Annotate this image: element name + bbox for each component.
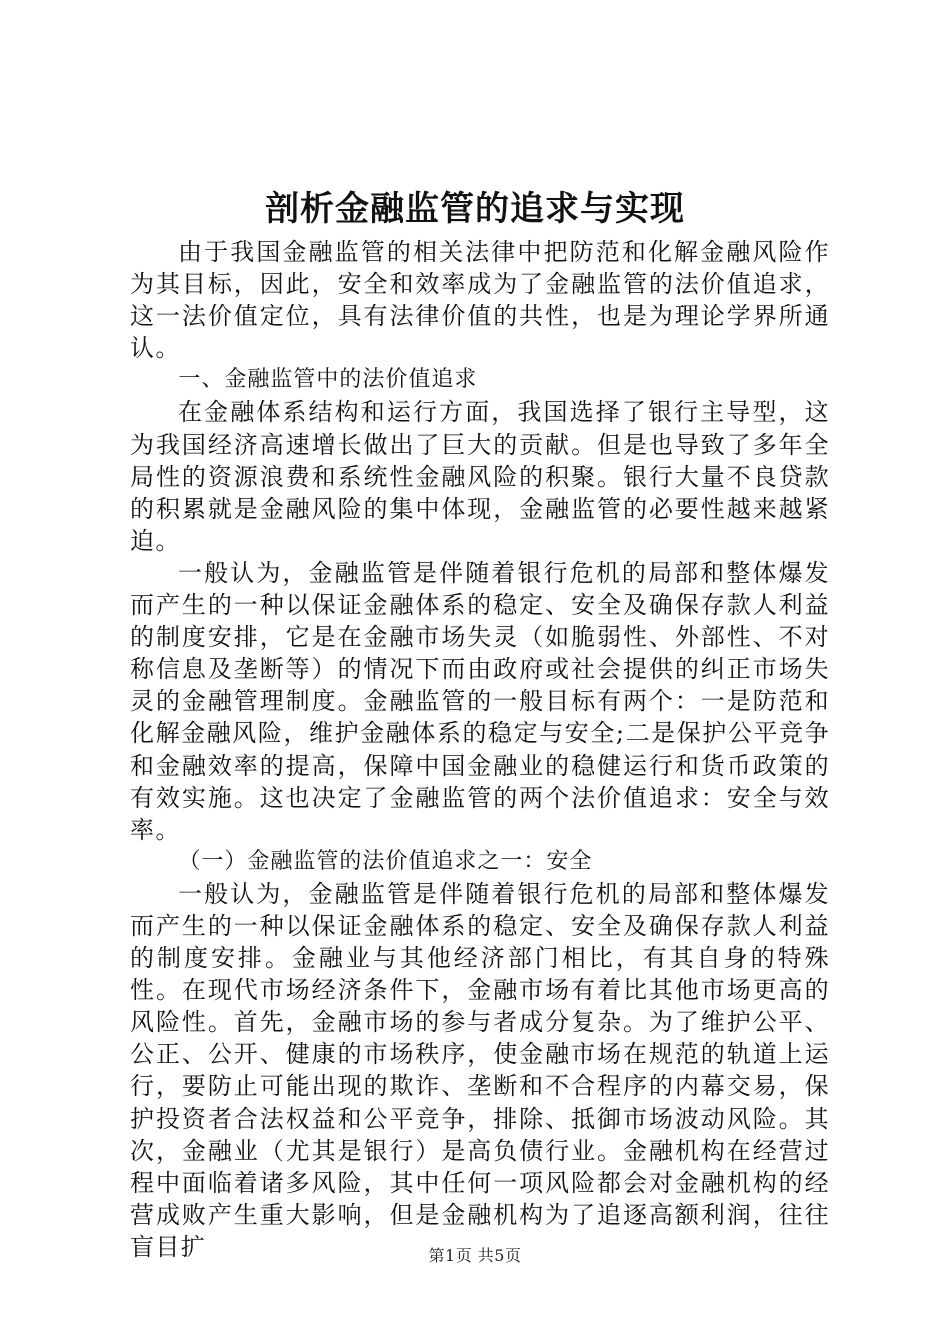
paragraph-financial-structure: 在金融体系结构和运行方面，我国选择了银行主导型，这为我国经济高速增长做出了巨大的贡献。但是也导致了多年全局性的资源浪费和系统性金融风险的积聚。银行大量不良贷款的积累就是金融风险的集中体现，金融监管的必要性越来越紧迫。 (130, 398, 830, 555)
section-heading-1: 一、金融监管中的法价值追求 (178, 367, 478, 393)
document-title: 剖析金融监管的追求与实现 (265, 189, 685, 229)
paragraph-intro: 由于我国金融监管的相关法律中把防范和化解金融风险作为其目标，因此，安全和效率成为了金融监管的法价值追求，这一法价值定位，具有法律价值的共性，也是为理论学界所通认。 (130, 238, 830, 363)
page-number-footer: 第1页 共5页 (428, 1246, 522, 1265)
paragraph-general-view: 一般认为，金融监管是伴随着银行危机的局部和整体爆发而产生的一种以保证金融体系的稳定、安全及确保存款人利益的制度安排，它是在金融市场失灵（如脆弱性、外部性、不对称信息及垄断等）的情况下而由政府或社会提供的纠正市场失灵的金融管理制度。金融监管的一般目标有两个：一是防范和化解金融风险，维护金融体系的稳定与安全;二是保护公平竞争和金融效率的提高，保障中国金融业的稳健运行和货币政策的有效实施。这也决定了金融监管的两个法价值追求：安全与效率。 (130, 558, 830, 844)
section-heading-1-1: （一）金融监管的法价值追求之一：安全 (178, 848, 593, 874)
document-body (130, 236, 830, 1263)
paragraph-safety: 一般认为，金融监管是伴随着银行危机的局部和整体爆发而产生的一种以保证金融体系的稳定、安全及确保存款人利益的制度安排。金融业与其他经济部门相比，有其自身的特殊性。在现代市场经济条件下，金融市场有着比其他市场更高的风险性。首先，金融市场的参与者成分复杂。为了维护公平、公正、公开、健康的市场秩序，使金融市场在规范的轨道上运行，要防止可能出现的欺诈、垄断和不合程序的内幕交易，保护投资者合法权益和公平竞争，排除、抵御市场波动风险。其次，金融业（尤其是银行）是高负债行业。金融机构在经营过程中面临着诸多风险，其中任何一项风险都会对金融机构的经营成败产生重大影响，但是金融机构为了追逐高额利润，往往盲目扩 (130, 879, 830, 1261)
